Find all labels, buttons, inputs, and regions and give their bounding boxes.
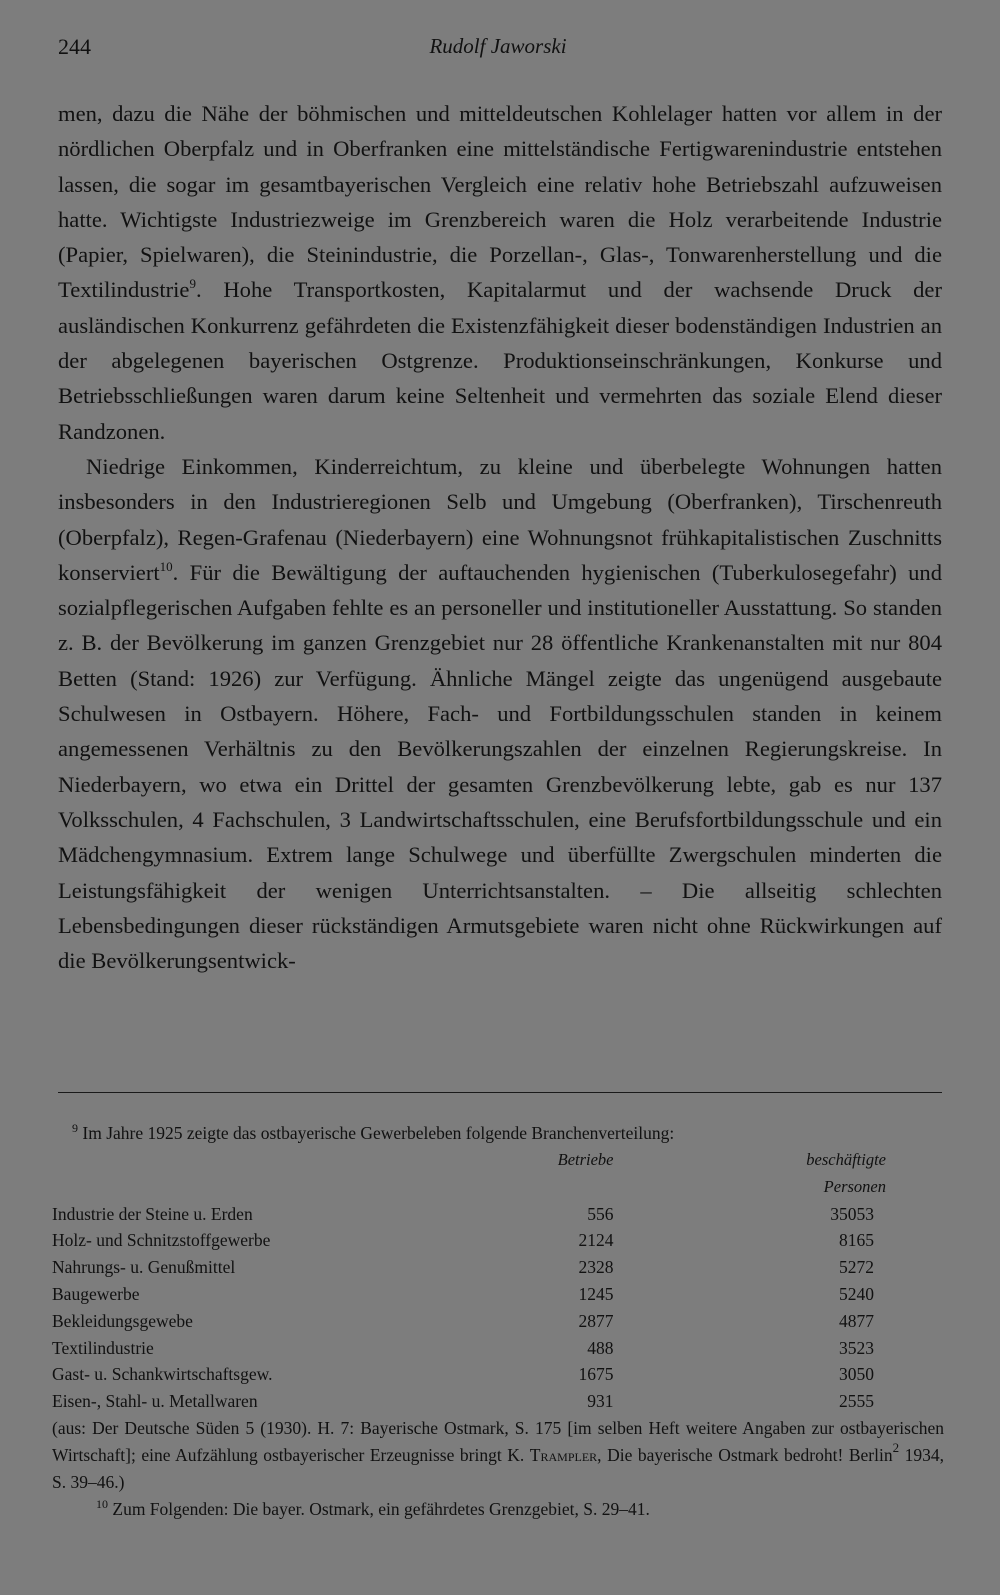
running-head: Rudolf Jaworski: [429, 34, 567, 58]
row-personen: 5240: [839, 1283, 874, 1304]
footnote-divider: [58, 1092, 942, 1093]
source-author: Trampler: [529, 1444, 598, 1465]
row-label: Holz- und Schnitzstoffgewerbe: [52, 1230, 271, 1251]
source-text-c: 1934, S. 39–46.): [52, 1444, 944, 1492]
paragraph-2: [58, 449, 942, 978]
page-header: [58, 28, 938, 68]
source-text-a: (aus: Der Deutsche Süden 5 (1930). H. 7: Bayerische Ostmark, S. 175 [im selben Heft weitere Angaben zur ostbayerischen Wirtschaft]; eine Aufzählung ostbayerischer Erzeugnisse bringt K.: [52, 1417, 944, 1465]
row-betriebe: 2124: [578, 1230, 614, 1251]
page-number: 244: [58, 34, 91, 59]
main-text: [58, 96, 942, 978]
row-personen: 35053: [830, 1203, 874, 1224]
paragraph-1-text: men, dazu die Nähe der böhmischen und mitteldeutschen Kohlelager hatten vor allem in der nördlichen Oberpfalz und in Oberfranken eine mittelständische Fertigwarenindustrie entstehen lassen, die sogar im gesamtbayerischen Vergleich eine relativ hohe Betriebszahl aufzuweisen hatte. Wichtigste Industriezweige im Grenzbereich waren die Holz verarbeitende Industrie (Papier, Spielwaren), die Steinindustrie, die Porzellan-, Glas-, Tonwarenherstellung und die Textilindustrie: [58, 101, 942, 303]
row-label: Baugewerbe: [52, 1283, 140, 1304]
table-header-betriebe: Betriebe: [557, 1150, 614, 1169]
row-betriebe: 2328: [578, 1257, 614, 1278]
table-header-personen-1: beschäftigte: [806, 1150, 886, 1169]
footnote-10-marker: 10: [96, 1496, 108, 1511]
table-row: [52, 1254, 944, 1281]
footnote-9-marker: 9: [72, 1121, 78, 1135]
row-personen: 3523: [839, 1337, 874, 1358]
row-betriebe: 2877: [578, 1310, 614, 1331]
row-personen: 8165: [839, 1230, 874, 1251]
footnotes: [52, 1120, 944, 1523]
row-betriebe: 1245: [578, 1283, 614, 1304]
row-label: Gast- u. Schankwirtschaftsgew.: [52, 1364, 273, 1385]
row-betriebe: 488: [587, 1337, 614, 1358]
source-text-b: , Die bayerische Ostmark bedroht! Berlin: [597, 1444, 893, 1465]
table-header-row-2: [52, 1174, 944, 1201]
footnote-10-text: Zum Folgenden: Die bayer. Ostmark, ein gefährdetes Grenzgebiet, S. 29–41.: [112, 1498, 650, 1519]
row-betriebe: 931: [587, 1391, 614, 1412]
table-header-row-1: [52, 1147, 944, 1174]
source-edition: 2: [892, 1439, 900, 1455]
table-header-personen-2: Personen: [823, 1176, 886, 1196]
paragraph-1-tail: . Hohe Transportkosten, Kapitalarmut und der wachsende Druck der ausländischen Konkurrenz gefährdeten die Existenzfähigkeit dieser bodenständigen Industrien an der abgelegenen bayerischen Ostgrenze. Produktionseinschränkungen, Konkurse und Betriebsschließungen waren darum keine Seltenheit und vermehrten das soziale Elend dieser Randzonen.: [58, 277, 942, 444]
footnote-9-intro: [52, 1120, 944, 1147]
paragraph-2-text: Niedrige Einkommen, Kinderreichtum, zu kleine und überbelegte Wohnungen hatten insbesonders in den Industrieregionen Selb und Umgebung (Oberfranken), Tirschenreuth (Oberpfalz), Regen-Grafenau (Niederbayern) eine Wohnungsnot frühkapitalistischen Zuschnitts konserviert: [58, 453, 942, 585]
table-row: [52, 1308, 944, 1335]
table-row: [52, 1201, 944, 1228]
footnote-ref-10[interactable]: 10: [159, 558, 173, 574]
row-personen: 5272: [839, 1257, 874, 1278]
row-betriebe: 1675: [578, 1364, 614, 1385]
row-betriebe: 556: [587, 1203, 614, 1224]
table-body: [52, 1201, 944, 1415]
footnote-ref-9[interactable]: 9: [189, 276, 196, 292]
table-row: [52, 1335, 944, 1362]
footnote-10: [52, 1496, 944, 1523]
row-label: Nahrungs- u. Genußmittel: [52, 1257, 236, 1278]
table-row: [52, 1227, 944, 1254]
row-personen: 3050: [839, 1364, 874, 1385]
row-personen: 2555: [839, 1391, 874, 1412]
paragraph-1: [58, 96, 942, 449]
row-label: Bekleidungsgewebe: [52, 1310, 193, 1331]
branch-table: [52, 1147, 944, 1415]
footnote-9-source: [52, 1415, 944, 1496]
row-label: Industrie der Steine u. Erden: [52, 1203, 253, 1224]
table-row: [52, 1281, 944, 1308]
row-personen: 4877: [839, 1310, 874, 1331]
row-label: Textilindustrie: [52, 1337, 154, 1358]
table-row: [52, 1361, 944, 1388]
table-header-label: [52, 1147, 464, 1174]
table-row: [52, 1388, 944, 1415]
paragraph-2-tail: . Für die Bewältigung der auftauchenden hygienischen (Tuberkulosegefahr) und sozialpflegerischen Aufgaben fehlte es an personeller und institutioneller Ausstattung. So standen z. B. der Bevölkerung im ganzen Grenzgebiet nur 28 öffentliche Krankenanstalten mit nur 804 Betten (Stand: 1926) zur Verfügung. Ähnliche Mängel zeigte das ungenügend ausgebaute Schulwesen in Ostbayern. Höhere, Fach- und Fortbildungsschulen standen in keinem angemessenen Verhältnis zu den Bevölkerungszahlen der einzelnen Regierungskreise. In Niederbayern, wo etwa ein Drittel der gesamten Grenzbevölkerung lebte, gab es nur 137 Volksschulen, 4 Fachschulen, 3 Landwirtschaftsschulen, eine Berufsfortbildungsschule und ein Mädchengymnasium. Extrem lange Schulwege und überfüllte Zwergschulen minderten die Leistungsfähigkeit der wenigen Unterrichtsanstalten. – Die allseitig schlechten Lebensbedingungen dieser rückständigen Armutsgebiete waren nicht ohne Rückwirkungen auf die Bevölkerungsentwick-: [58, 559, 942, 974]
row-label: Eisen-, Stahl- u. Metallwaren: [52, 1391, 258, 1412]
footnote-9-intro-text: Im Jahre 1925 zeigte das ostbayerische Gewerbeleben folgende Branchenverteilung:: [82, 1123, 675, 1143]
